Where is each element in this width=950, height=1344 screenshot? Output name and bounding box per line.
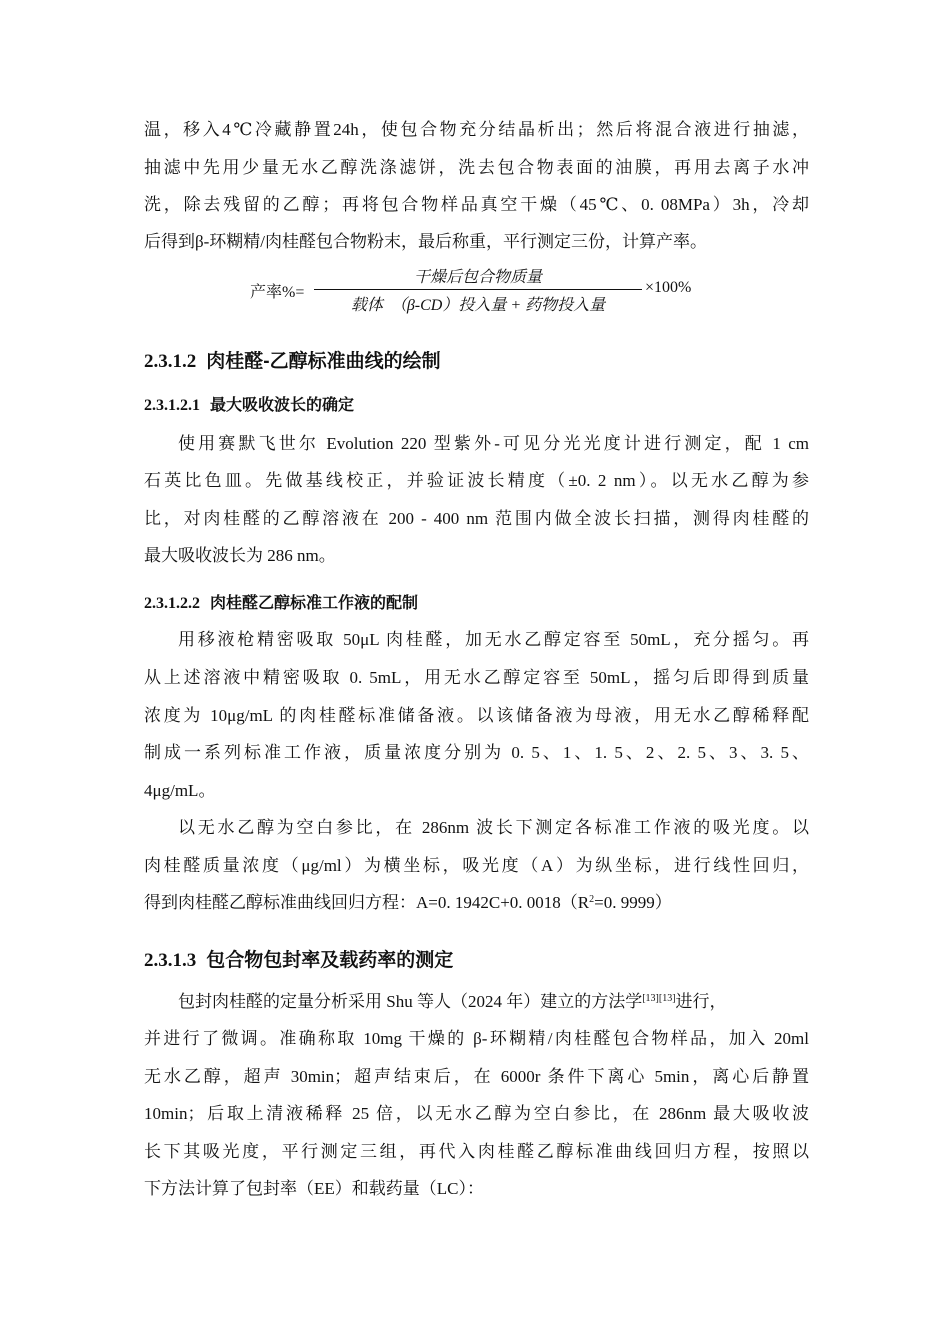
para4-line-1: 以无水乙醇为空白参比，在 286nm 波长下测定各标准工作液的吸光度。以 [178, 818, 809, 837]
para5-line-2: 并进行了微调。准确称取 10mg 干燥的 β-环糊精/肉桂醛包合物样品，加入 20ml [144, 1029, 809, 1048]
para5-text-end: 进行， [675, 992, 727, 1011]
para2-line-4: 最大吸收波长为 286 nm。 [144, 546, 336, 565]
para4-line-2: 肉桂醛质量浓度（μg/ml）为横坐标，吸光度（A）为纵坐标，进行线性回归， [144, 856, 809, 875]
superscript: 2 [589, 894, 595, 905]
section-title: 肉桂醛乙醇标准工作液的配制 [210, 595, 419, 612]
para4-line-3 [144, 893, 809, 913]
section-heading-23121 [144, 392, 354, 415]
para3-line-4: 制成一系列标准工作液，质量浓度分别为 0. 5、1、1. 5、2、2. 5、3、3. 5、 [144, 743, 809, 762]
para3-line-5: 4μg/mL。 [144, 781, 216, 800]
section-title: 包合物包封率及载药率的测定 [206, 950, 454, 971]
para3-line-3: 浓度为 10μg/mL 的肉桂醛标准储备液。以该储备液为母液，用无水乙醇稀释配 [144, 706, 809, 725]
formula-lhs: 产率%= [250, 284, 305, 301]
para2-line-1: 使用赛默飞世尔 Evolution 220 型紫外-可见分光光度计进行测定，配 1 cm [178, 434, 809, 453]
formula-rhs: ×100% [645, 279, 692, 296]
section-heading-2313 [144, 945, 453, 972]
citation-ref: [13][13] [642, 993, 676, 1004]
section-number: 2.3.1.2 [144, 351, 197, 372]
equation-text: 得到肉桂醛乙醇标准曲线回归方程：A=0. 1942C+0. 0018（R [144, 893, 590, 912]
para5-line-6: 下方法计算了包封率（EE）和载药量（LC）： [144, 1179, 484, 1198]
section-title: 肉桂醛-乙醇标准曲线的绘制 [206, 351, 441, 372]
fraction-bar [314, 289, 642, 290]
para1-line-4: 后得到β-环糊精/肉桂醛包合物粉末，最后称重，平行测定三份，计算产率。 [144, 232, 708, 251]
yield-formula [250, 262, 720, 316]
section-number: 2.3.1.2.1 [144, 397, 200, 414]
formula-denominator: 载体 （β-CD）投入量 + 药物投入量 [350, 297, 606, 314]
para5-line-5: 长下其吸光度，平行测定三组，再代入肉桂醛乙醇标准曲线回归方程，按照以 [144, 1142, 809, 1161]
para1-line-2: 抽滤中先用少量无水乙醇洗涤滤饼，洗去包合物表面的油膜，再用去离子水冲 [144, 158, 809, 177]
para3-line-2: 从上述溶液中精密吸取 0. 5mL，用无水乙醇定容至 50mL，摇匀后即得到质量 [144, 668, 809, 687]
para2-line-3: 比，对肉桂醛的乙醇溶液在 200 - 400 nm 范围内做全波长扫描，测得肉桂醛的 [144, 509, 809, 528]
para1-line-1: 温，移入4℃冷藏静置24h，使包合物充分结晶析出；然后将混合液进行抽滤， [144, 120, 809, 139]
para5-line-1 [144, 992, 809, 1012]
para1-line-3: 洗，除去残留的乙醇；再将包合物样品真空干燥（45℃、0. 08MPa）3h，冷却 [144, 195, 809, 214]
section-number: 2.3.1.3 [144, 950, 197, 971]
formula-numerator: 干燥后包合物质量 [413, 269, 542, 286]
para5-line-3: 无水乙醇，超声 30min；超声结束后，在 6000r 条件下离心 5min，离心后静置 [144, 1067, 809, 1086]
para3-line-1: 用移液枪精密吸取 50μL 肉桂醛，加无水乙醇定容至 50mL，充分摇匀。再 [178, 630, 809, 649]
section-heading-2312 [144, 346, 441, 373]
section-title: 最大吸收波长的确定 [210, 397, 355, 414]
para2-line-2: 石英比色皿。先做基线校正，并验证波长精度（±0. 2 nm）。以无水乙醇为参 [144, 471, 809, 490]
section-number: 2.3.1.2.2 [144, 595, 200, 612]
section-heading-23122 [144, 590, 418, 613]
para5-text: 包封肉桂醛的定量分析采用 Shu 等人（2024 年）建立的方法学 [178, 992, 643, 1011]
equation-text-end: =0. 9999） [594, 893, 672, 912]
para5-line-4: 10min；后取上清液稀释 25 倍，以无水乙醇为空白参比，在 286nm 最大吸收波 [144, 1104, 809, 1123]
